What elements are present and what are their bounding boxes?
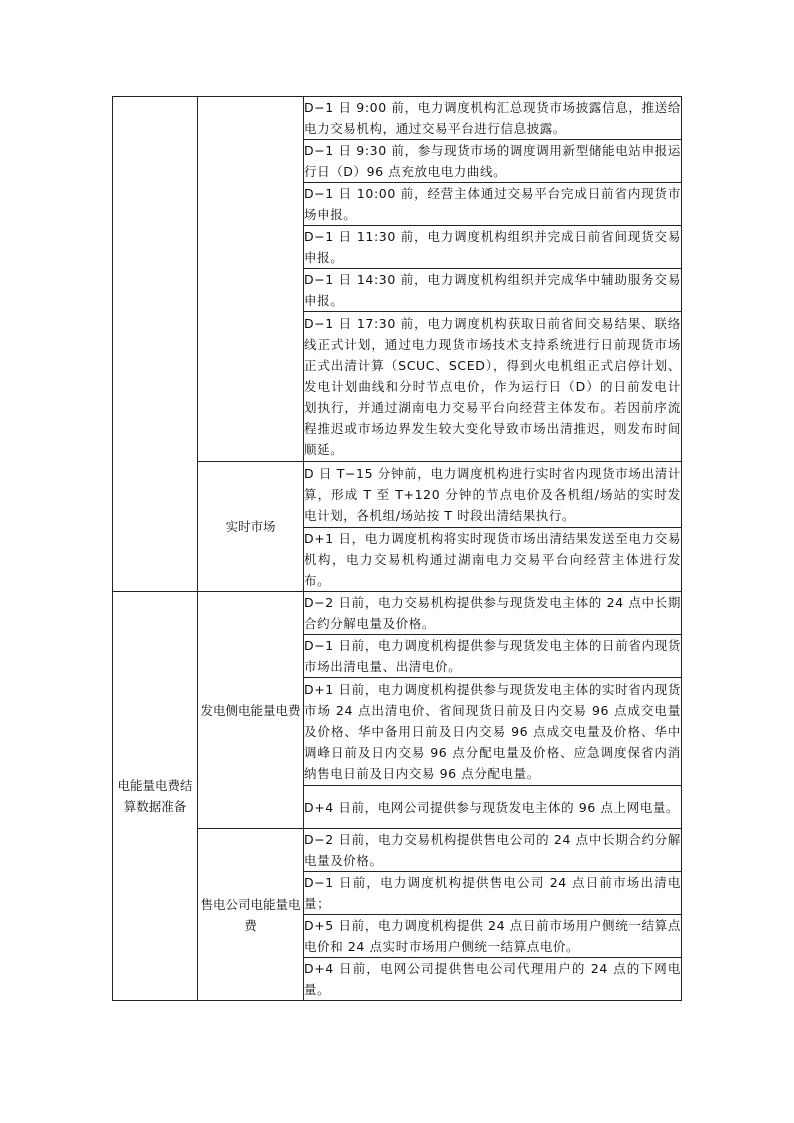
step-cell: D+1 日前，电力调度机构提供参与现货发电主体的实时省内现货市场 24 点出清电价、省间现货日前及日内交易 96 点成交电量及价格、华中备用日前及日内交易 96 点成交电量及价格、华中调峰日前及日内交易 96 点分配电量及价格、应急调度保省内消纳售电日前及日内交易 96 点分配电量。 (304, 678, 682, 786)
sub-stage-cell (198, 97, 304, 462)
stage-cell (113, 97, 198, 592)
table-row (113, 97, 682, 140)
step-cell: D−1 日 10:00 前，经营主体通过交易平台完成日前省内现货市场申报。 (304, 183, 682, 226)
stage-cell-settlement: 电能量电费结算数据准备 (113, 592, 198, 1001)
table-row (113, 592, 682, 635)
table-row (113, 462, 682, 528)
step-cell: D−1 日 9:00 前，电力调度机构汇总现货市场披露信息，推送给电力交易机构，通过交易平台进行信息披露。 (304, 97, 682, 140)
process-table (112, 96, 682, 1001)
step-cell: D−2 日前，电力交易机构提供售电公司的 24 点中长期合约分解电量及价格。 (304, 829, 682, 872)
step-cell: D+4 日前，电网公司提供参与现货发电主体的 96 点上网电量。 (304, 786, 682, 829)
step-cell: D 日 T−15 分钟前，电力调度机构进行实时省内现货市场出清计算，形成 T 至 T+120 分钟的节点电价及各机组/场站的实时发电计划，各机组/场站按 T 时段出清结果执行。 (304, 462, 682, 528)
step-cell: D−1 日前，电力调度机构提供参与现货发电主体的日前省内现货市场出清电量、出清电价。 (304, 635, 682, 678)
step-cell: D−1 日 17:30 前，电力调度机构获取日前省间交易结果、联络线正式计划，通过电力现货市场技术支持系统进行日前现货市场正式出清计算（SCUC、SCED），得到火电机组正式启停计划、发电计划曲线和分时节点电价，作为运行日（D）的日前发电计划执行，并通过湖南电力交易平台向经营主体发布。若因前序流程推迟或市场边界发生较大变化导致市场出清推迟，则发布时间顺延。 (304, 312, 682, 462)
step-cell: D+1 日，电力调度机构将实时现货市场出清结果发送至电力交易机构，电力交易机构通过湖南电力交易平台向经营主体进行发布。 (304, 528, 682, 592)
sub-stage-cell-generation: 发电侧电能量电费 (198, 592, 304, 829)
step-cell: D−1 日 11:30 前，电力调度机构组织并完成日前省间现货交易申报。 (304, 226, 682, 269)
step-cell: D−1 日 14:30 前，电力调度机构组织并完成华中辅助服务交易申报。 (304, 269, 682, 312)
step-cell: D+5 日前，电力调度机构提供 24 点日前市场用户侧统一结算点电价和 24 点实时市场用户侧统一结算点电价。 (304, 915, 682, 958)
step-cell: D−2 日前，电力交易机构提供参与现货发电主体的 24 点中长期合约分解电量及价格。 (304, 592, 682, 635)
step-cell: D+4 日前，电网公司提供售电公司代理用户的 24 点的下网电量。 (304, 958, 682, 1001)
sub-stage-cell-realtime: 实时市场 (198, 462, 304, 592)
step-cell: D−1 日 9:30 前，参与现货市场的调度调用新型储能电站申报运行日（D）96 点充放电电力曲线。 (304, 140, 682, 183)
sub-stage-cell-retail: 售电公司电能量电费 (198, 829, 304, 1001)
step-cell: D−1 日前，电力调度机构提供售电公司 24 点日前市场出清电量； (304, 872, 682, 915)
table-row (113, 829, 682, 872)
